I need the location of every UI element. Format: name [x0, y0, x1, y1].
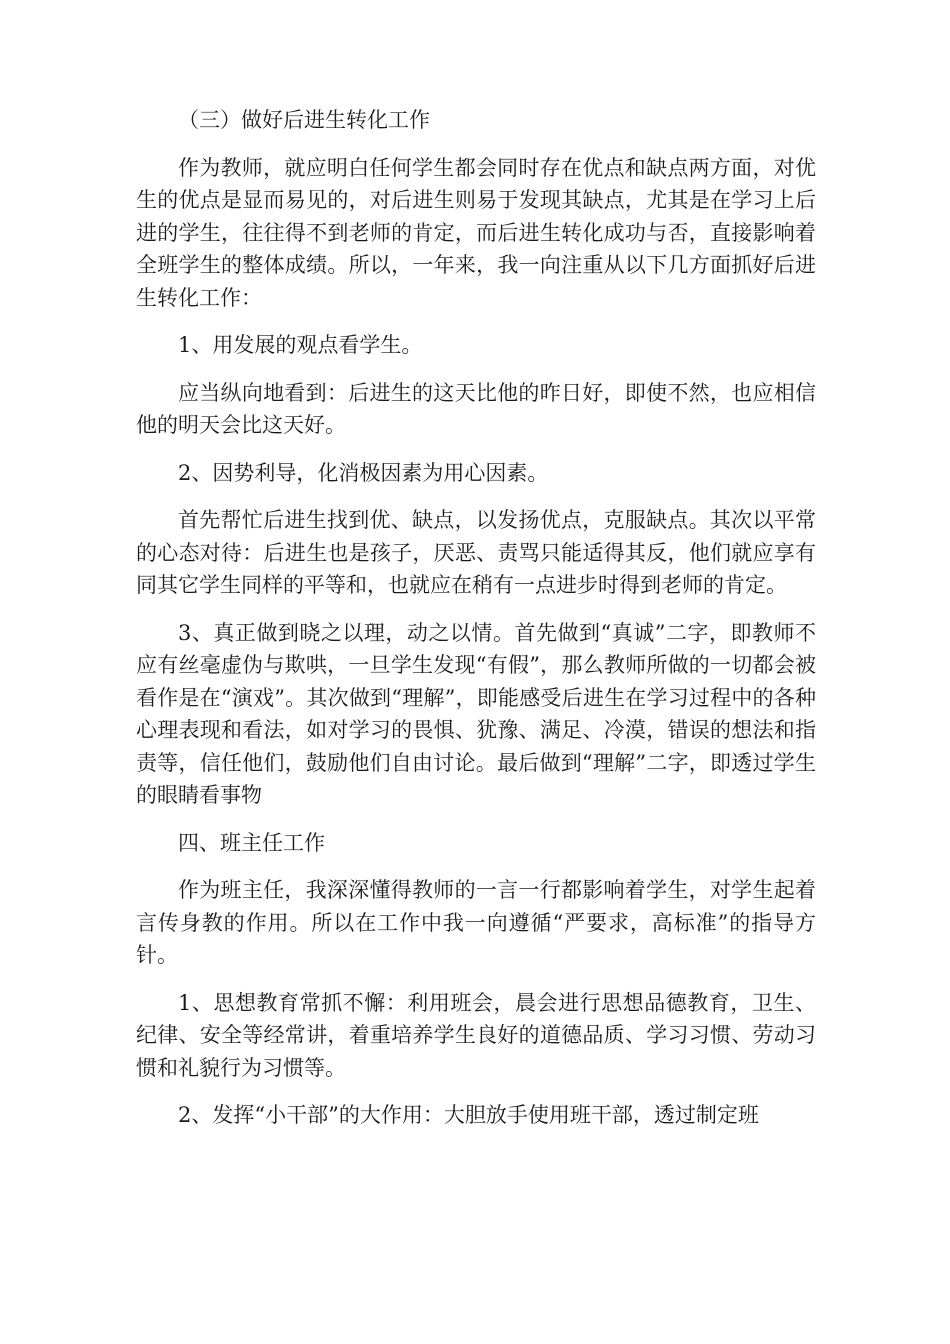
- document-body: [136, 104, 816, 1147]
- section-4-point-2: 2、发挥“小干部”的大作用：大胆放手使用班干部，透过制定班: [178, 1103, 759, 1127]
- section-heading-4: 四、班主任工作: [178, 830, 325, 855]
- point-1-body: 应当纵向地看到：后进生的这天比他的昨日好，即使不然，也应相信他的明天会比这天好。: [136, 380, 816, 437]
- intro-paragraph: 作为教师，就应明白任何学生都会同时存在优点和缺点两方面，对优生的优点是显而易见的，对后进生则易于发现其缺点，尤其是在学习上后进的学生，往往得不到老师的肯定，而后进生转化成功与否，直接影响着全班学生的整体成绩。所以，一年来，我一向注重从以下几方面抓好后进生转化工作：: [136, 155, 816, 310]
- point-2-title: 2、因势利导，化消极因素为用心因素。: [178, 460, 549, 485]
- section-4-intro: 作为班主任，我深深懂得教师的一言一行都影响着学生，对学生起着言传身教的作用。所以在工作中我一向遵循“严要求，高标准”的指导方针。: [136, 878, 816, 967]
- point-3-paragraph: 3、真正做到晓之以理，动之以情。首先做到“真诚”二字，即教师不应有丝毫虚伪与欺哄，一旦学生发现“有假”，那么教师所做的一切都会被看作是在“演戏”。其次做到“理解”，即能感受后进生在学习过程中的各种心理表现和看法，如对学习的畏惧、犹豫、满足、冷漠，错误的想法和指责等，信任他们，鼓励他们自由讨论。最后做到“理解”二字，即透过学生的眼睛看事物: [136, 620, 816, 807]
- section-4-point-1: 1、思想教育常抓不懈：利用班会，晨会进行思想品德教育，卫生、纪律、安全等经常讲，着重培养学生良好的道德品质、学习习惯、劳动习惯和礼貌行为习惯等。: [136, 990, 816, 1080]
- point-1-title: 1、用发展的观点看学生。: [178, 333, 423, 357]
- section-heading-3: （三）做好后进生转化工作: [178, 108, 430, 132]
- point-2-body: 首先帮忙后进生找到优、缺点，以发扬优点，克服缺点。其次以平常的心态对待：后进生也是孩子，厌恶、责骂只能适得其反，他们就应享有同其它学生同样的平等和，也就应在稍有一点进步时得到老师的肯定。: [136, 508, 816, 597]
